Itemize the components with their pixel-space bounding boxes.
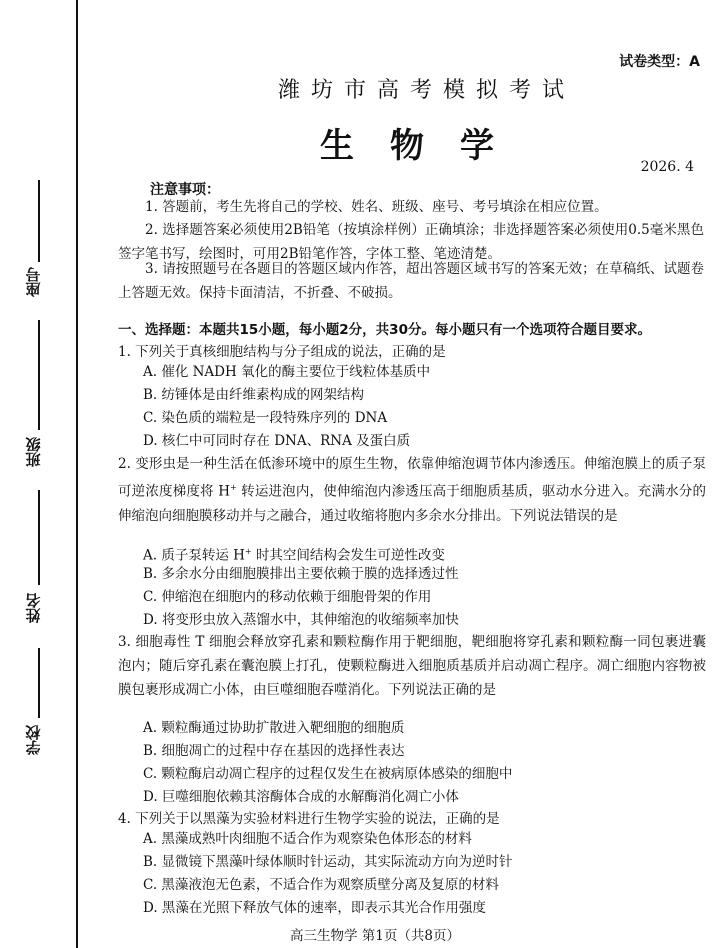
seat-number-underline [38,180,40,262]
seat-number-label: 座号 [24,267,43,297]
seat-number-field[interactable] [18,180,48,305]
question-3-stem: 3. 细胞毒性 T 细胞会释放穿孔素和颗粒酶作用于靶细胞，靶细胞将穿孔素和颗粒酶一同包裹进囊泡内；随后穿孔素在囊泡膜上打孔，使颗粒酶进入细胞质基质并启动凋亡程序。凋亡细胞内容物被膜包裹形成凋亡小体，由巨噬细胞吞噬消化。下列说法正确的是 [118,634,706,699]
question-2-option-b: B. 多余水分由细胞膜排出主要依赖于膜的选择透过性 [143,566,459,582]
name-field[interactable] [18,490,48,630]
question-1-stem: 1. 下列关于真核细胞结构与分子组成的说法，正确的是 [118,344,446,360]
note-item-3: 3. 请按照题号在各题目的答题区域内作答，超出答题区域书写的答案无效；在草稿纸、试题卷上答题无效。保持卡面清洁，不折叠、不破损。 [118,261,704,301]
class-label: 班级 [24,437,43,467]
notes-title: 注意事项： [150,182,220,198]
question-2-option-c: C. 伸缩泡在细胞内的移动依赖于细胞骨架的作用 [143,589,432,605]
school-label: 学校 [24,725,43,755]
question-2-option-a-part-2: 时其空间结构会发生可逆性改变 [251,547,445,564]
page-footer: 高三生物学 第1页（共8页） [290,928,460,944]
question-2-option-d: D. 将变形虫放入蒸馏水中，其伸缩泡的收缩频率加快 [143,612,459,628]
question-2-stem [118,452,706,528]
question-1-option-b: B. 纺锤体是由纤维素构成的网架结构 [143,387,365,403]
question-3-option-d: D. 巨噬细胞依赖其溶酶体合成的水解酶消化凋亡小体 [143,789,459,805]
question-1-option-d: D. 核仁中可同时存在 DNA、RNA 及蛋白质 [143,433,411,449]
class-field[interactable] [18,320,48,475]
name-underline [38,490,40,585]
question-1-option-a: A. 催化 NADH 氧化的酶主要位于线粒体基质中 [143,364,431,380]
question-4-option-c: C. 黑藻液泡无色素，不适合作为观察质壁分离及复原的材料 [143,877,499,893]
question-4-option-d: D. 黑藻在光照下释放气体的速率，即表示其光合作用强度 [143,900,486,916]
school-underline [38,648,40,718]
school-field[interactable] [18,648,48,768]
question-3-option-a: A. 颗粒酶通过协助扩散进入靶细胞的细胞质 [143,720,405,736]
hydrogen-ion-charge: + [229,483,237,493]
question-2-stem-part-1: 2. 变形虫是一种生活在低渗环境中的原生生物，依靠伸缩泡调节体内渗透压。伸缩泡膜上的质子泵可逆浓度梯度将 H [118,456,706,500]
exam-title: 潍坊市高考模拟考试 [278,78,576,103]
note-item-2: 2. 选择题答案必须使用2B铅笔（按填涂样例）正确填涂；非选择题答案必须使用0.5毫米黑色签字笔书写，绘图时，可用2B铅笔作答，字体工整、笔迹清楚。 [118,222,704,262]
question-4-stem: 4. 下列关于以黑藻为实验材料进行生物学实验的说法，正确的是 [118,811,500,827]
binding-line [76,0,78,948]
subject-title: 生物学 [320,126,530,166]
question-1-option-c: C. 染色质的端粒是一段特殊序列的 DNA [143,410,388,426]
question-4-option-b: B. 显微镜下黑藻叶绿体顺时针运动，其实际流动方向为逆时针 [143,854,513,870]
note-item-1: 1. 答题前，考生先将自己的学校、姓名、班级、座号、考号填涂在相应位置。 [145,199,608,215]
question-4-option-a: A. 黑藻成熟叶肉细胞不适合作为观察染色体形态的材料 [143,831,472,847]
question-2-stem-part-2: 转运进泡内，使伸缩泡内渗透压高于细胞质基质，驱动水分进入。充满水分的伸缩泡向细胞膜移动并与之融合，通过收缩将胞内多余水分排出。下列说法错误的是 [118,483,706,524]
name-label: 姓名 [24,593,43,623]
question-3-option-c: C. 颗粒酶启动凋亡程序的过程仅发生在被病原体感染的细胞中 [143,766,513,782]
hydrogen-ion-charge: + [244,547,252,556]
class-underline [38,320,40,430]
question-2-option-a-part-1: A. 质子泵转运 H [143,547,245,564]
exam-date: 2026. 4 [640,159,694,175]
paper-type: 试卷类型：A [619,54,700,70]
question-3-option-b: B. 细胞凋亡的过程中存在基因的选择性表达 [143,743,405,759]
section-title: 一、选择题：本题共15小题，每小题2分，共30分。每小题只有一个选项符合题目要求。 [118,322,651,338]
